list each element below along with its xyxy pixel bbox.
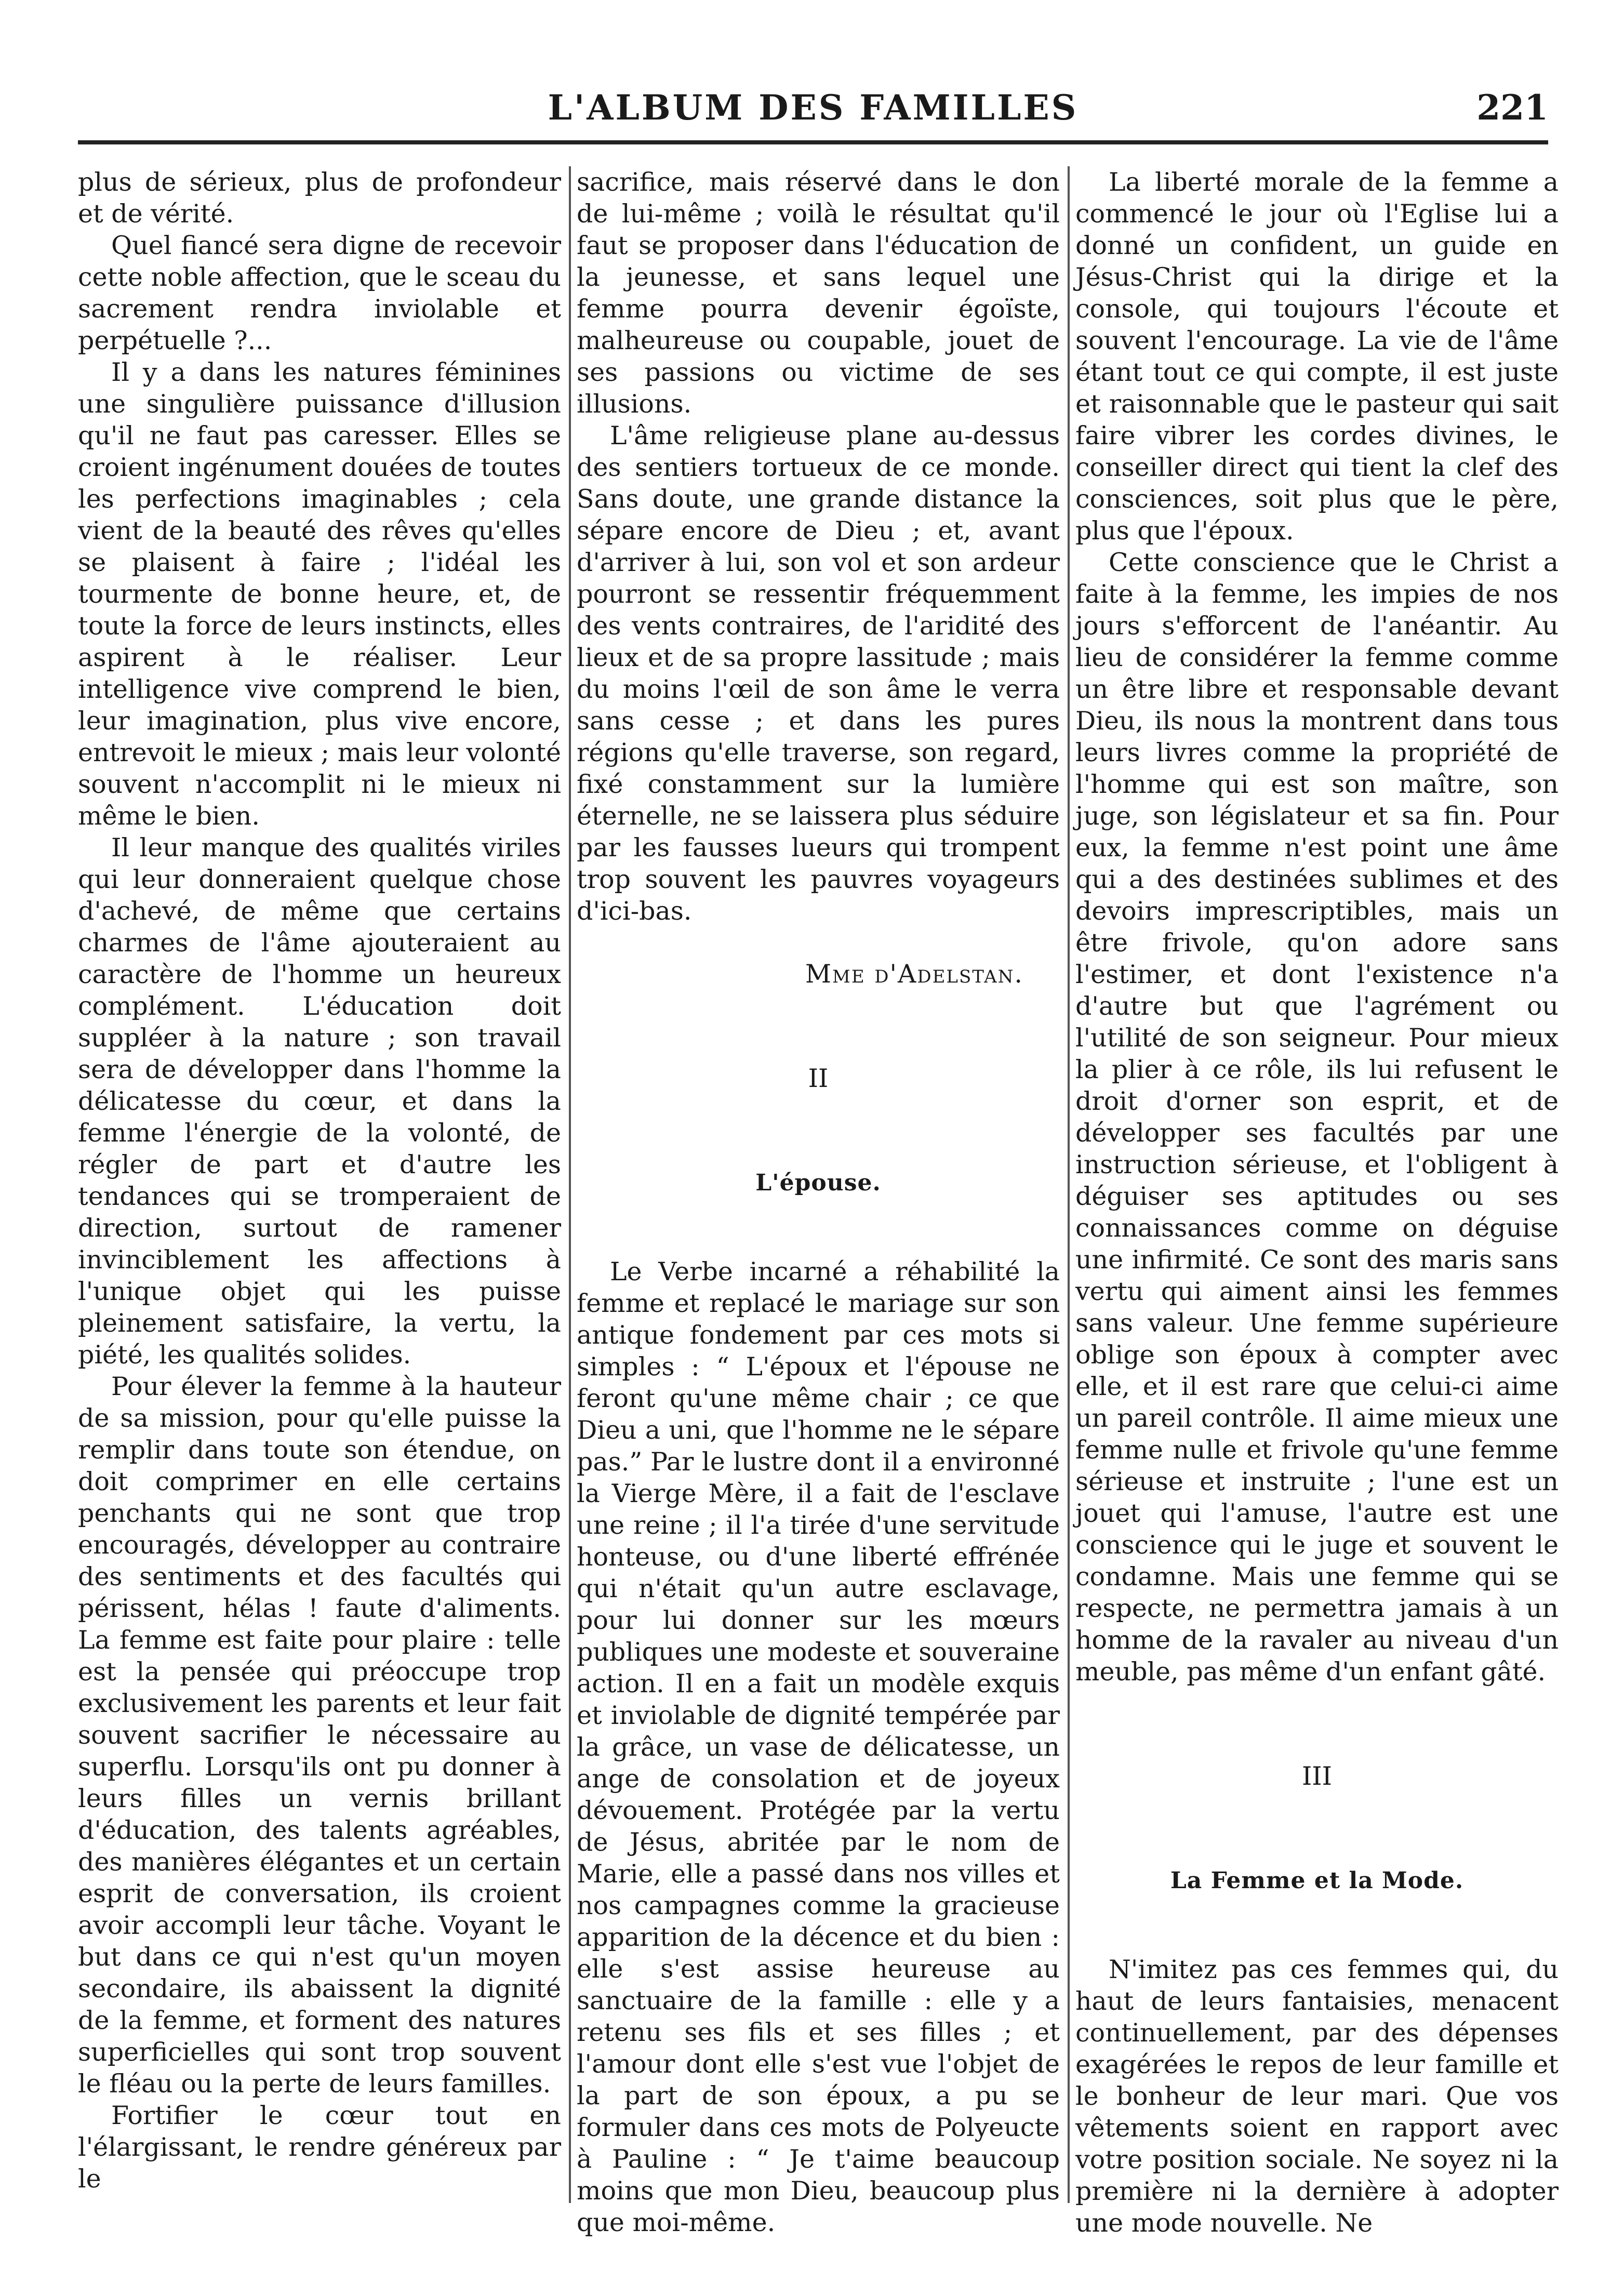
section-heading: L'épouse. (755, 1170, 881, 1196)
paragraph: Pour élever la femme à la hauteur de sa mission, pour qu'elle puisse la remplir dans toute son étendue, on doit comprimer en elle certains penchants qui ne sont que trop encouragés, développer au contraire des sentiments et des facultés qui périssent, hélas ! faute d'aliments. La femme est faite pour plaire : telle est la pensée qui préoccupe trop exclusivement les parents et leur fait souvent sacrifier le nécessaire au superflu. Lorsqu'ils ont pu donner à leurs filles un vernis brillant d'éducation, des talents agréables, des manières élégantes et un certain esprit de conversation, ils croient avoir accompli leur tâche. Voyant le but dans ce qui n'est qu'un moyen secondaire, ils abaissent la dignité de la femme, et forment des natures superficielles qui sont trop souvent le fléau ou la perte de leurs familles. (78, 1372, 561, 2099)
text-columns (78, 166, 1559, 2238)
paragraph: Il leur manque des qualités viriles qui leur donneraient quelque chose d'achevé, de même que certains charmes de l'âme ajouteraient au caractère de l'homme un heureux complément. L'éducation doit suppléer à la nature ; son travail sera de développer dans l'homme la délicatesse du cœur, et dans la femme l'énergie de la volonté, de régler de part et d'autre les tendances qui se tromperaient de direction, surtout de ramener invinciblement les affections à l'unique objet qui les puisse pleinement satisfaire, la vertu, la piété, les qualités solides. (78, 833, 561, 1370)
paragraph: sacrifice, mais réservé dans le don de lui-même ; voilà le résultat qu'il faut se proposer dans l'éducation de la jeunesse, et sans lequel une femme pourra devenir égoïste, malheureuse ou coupable, jouet de ses passions ou victime de ses illusions. (577, 167, 1060, 419)
author-signature: Mme d'Adelstan. (805, 959, 1023, 989)
paragraph: La liberté morale de la femme a commencé le jour où l'Eglise lui a donné un confident, un guide en Jésus-Christ qui la dirige et la console, qui toujours l'écoute et souvent l'encourage. La vie de l'âme étant tout ce qui compte, il est juste et raisonnable que le pasteur qui sait faire vibrer les cordes divines, le conseiller direct qui tient la clef des consciences, soit plus que le père, plus que l'époux. (1075, 167, 1559, 546)
paragraph: Quel fiancé sera digne de recevoir cette noble affection, que le sceau du sacrement rendra inviolable et perpétuelle ?... (78, 231, 561, 355)
paragraph: L'âme religieuse plane au-dessus des sentiers tortueux de ce monde. Sans doute, une grande distance la sépare encore de Dieu ; et, avant d'arriver à lui, son vol et son ardeur pourront se ressentir fréquemment des vents contraires, de l'aridité des lieux et de sa propre lassitude ; mais du moins l'œil de son âme le verra sans cesse ; et dans les pures régions qu'elle traverse, son regard, fixé constamment sur la lumière éternelle, ne se laissera plus séduire par les fausses lueurs qui trompent trop souvent les pauvres voyageurs d'ici-bas. (577, 421, 1060, 926)
paragraph: plus de sérieux, plus de profondeur et de vérité. (78, 167, 561, 229)
section-numeral: II (808, 1064, 829, 1093)
journal-title: L'ALBUM DES FAMILLES (548, 87, 1079, 128)
section-numeral: III (1301, 1761, 1333, 1791)
column-right (1075, 166, 1559, 2238)
paragraph: Cette conscience que le Christ a faite à la femme, les impies de nos jours s'efforcent de l'anéantir. Au lieu de considérer la femme comme un être libre et responsable devant Dieu, ils nous la montrent dans tous leurs livres comme la propriété de l'homme qui est son maître, son juge, son législateur et sa fin. Pour eux, la femme n'est point une âme qui a des destinées sublimes et des devoirs imprescriptibles, mais un être frivole, qu'on adore sans l'estimer, et dont l'existence n'a d'autre but que l'agrément ou l'utilité de son seigneur. Pour mieux la plier à ce rôle, ils lui refusent le droit d'orner son esprit, et de développer ses facultés par une instruction sérieuse, et l'obligent à déguiser ses aptitudes ou ses connaissances comme on déguise une infirmité. Ce sont des maris sans vertu qui aiment ainsi les femmes sans valeur. Une femme supérieure oblige son époux à compter avec elle, et il est rare que celui-ci aime un pareil contrôle. Il aime mieux une femme nulle et frivole qu'une femme sérieuse et instruite ; l'une est un jouet qui l'amuse, l'autre est une conscience qui le juge et souvent le condamne. Mais une femme qui se respecte, ne permettra jamais à un homme de la ravaler au niveau d'un meuble, pas même d'un enfant gâté. (1075, 548, 1559, 1687)
column-divider (569, 166, 571, 2203)
section-heading: La Femme et la Mode. (1170, 1867, 1464, 1894)
paragraph: N'imitez pas ces femmes qui, du haut de leurs fantaisies, menacent continuellement, par des dépenses exagérées le repos de leur famille et le bonheur de leur mari. Que vos vêtements soient en rapport avec votre position sociale. Ne soyez ni la première ni la dernière à adopter une mode nouvelle. Ne (1075, 1955, 1559, 2238)
column-middle (577, 166, 1060, 2237)
column-left (78, 166, 561, 2203)
page-number: 221 (1476, 87, 1548, 128)
paragraph: Il y a dans les natures féminines une singulière puissance d'illusion qu'il ne faut pas caresser. Elles se croient ingénument douées de toutes les perfections imaginables ; cela vient de la beauté des rêves qu'elles se plaisent à faire ; l'idéal les tourmente de bonne heure, et, de toute la force de leurs instincts, elles aspirent à le réaliser. Leur intelligence vive comprend le bien, leur imagination, plus vive encore, entrevoit le mieux ; mais leur volonté souvent n'accomplit ni le mieux ni même le bien. (78, 357, 561, 831)
paragraph: Fortifier le cœur tout en l'élargissant, le rendre généreux par le (78, 2101, 561, 2194)
paragraph: Le Verbe incarné a réhabilité la femme et replacé le mariage sur son antique fondement par ces mots si simples : “ L'époux et l'épouse ne feront qu'une même chair ; ce que Dieu a uni, que l'homme ne le sépare pas.” Par le lustre dont il a environné la Vierge Mère, il a fait de l'esclave une reine ; il l'a tirée d'une servitude honteuse, ou d'une liberté effrénée qui n'était qu'un autre esclavage, pour lui donner sur les mœurs publiques une modeste et souveraine action. Il en a fait un modèle exquis et inviolable de dignité tempérée par la grâce, un vase de délicatesse, un ange de consolation et de joyeux dévouement. Protégée par la vertu de Jésus, abritée par le nom de Marie, elle a passé dans nos villes et nos campagnes comme la gracieuse apparition de la décence et du bien : elle s'est assise heureuse au sanctuaire de la famille : elle y a retenu ses fils et ses filles ; et l'amour dont elle s'est vue l'objet de la part de son époux, a pu se formuler dans ces mots de Polyeucte à Pauline : “ Je t'aime beaucoup moins que mon Dieu, beaucoup plus que moi-même. (577, 1257, 1060, 2237)
column-divider (1068, 166, 1070, 2203)
running-header (78, 78, 1548, 144)
